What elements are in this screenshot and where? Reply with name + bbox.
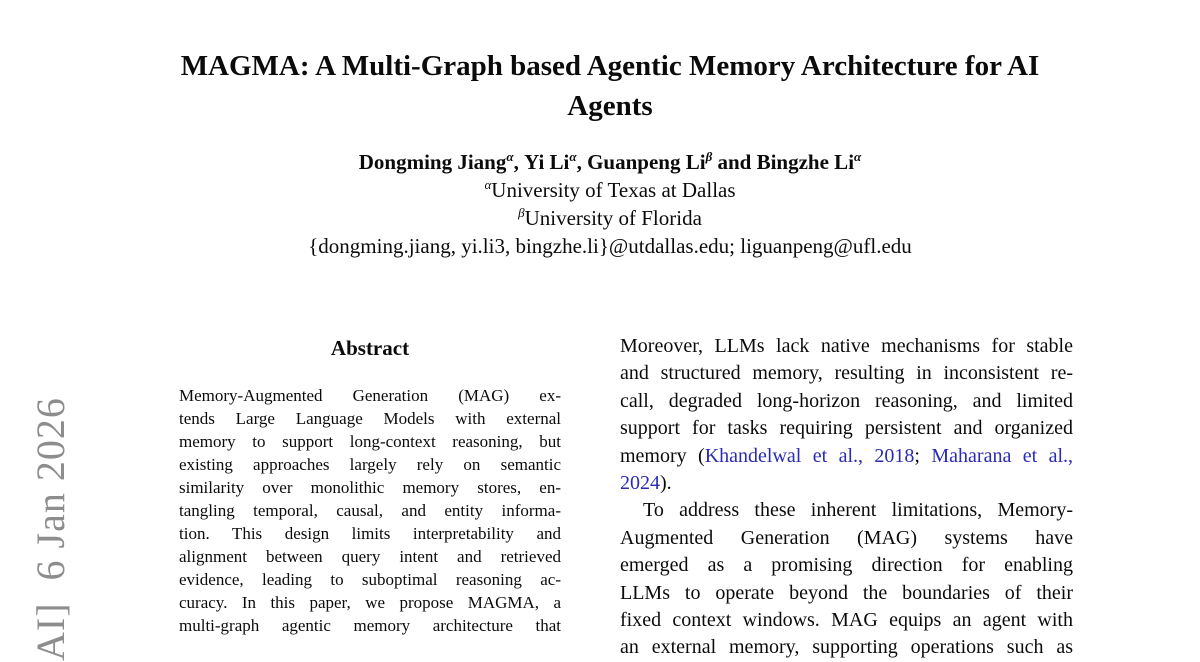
text-segment: Moreover, LLMs lack native mechanisms for stable — [620, 335, 1073, 357]
body-line — [620, 443, 1073, 470]
text-segment: ). — [660, 472, 672, 495]
paper-title-line-2: Agents — [567, 90, 653, 122]
abstract-body — [179, 384, 561, 637]
author-affiliation-mark: β — [705, 149, 713, 164]
text-segment: an external memory, supporting operations such as — [620, 636, 1073, 659]
text-segment: call, degraded long-horizon reasoning, and limited — [620, 389, 1073, 412]
abstract-line: alignment between query intent and retrieved — [179, 547, 561, 566]
body-line — [620, 580, 1073, 607]
body-line — [620, 360, 1073, 387]
citation-link[interactable]: Khandelwal et al., 2018 — [704, 444, 915, 467]
body-line — [620, 552, 1073, 579]
affiliation-mark: β — [518, 205, 525, 220]
author-block — [110, 148, 1110, 260]
affiliation-line-2: $^\beta$University of Florida — [518, 205, 702, 230]
body-line — [620, 497, 1073, 524]
body-line — [620, 388, 1073, 415]
body-line — [620, 525, 1073, 552]
body-line — [620, 333, 1073, 360]
text-segment: ; — [914, 444, 932, 467]
abstract-line: curacy. In this paper, we propose MAGMA, a — [179, 593, 561, 612]
text-segment: and structured memory, resulting in inconsistent re- — [620, 362, 1073, 385]
abstract-line: similarity over monolithic memory stores, en- — [179, 478, 561, 497]
author-affiliation-mark: α — [506, 149, 514, 164]
abstract-line: evidence, leading to suboptimal reasoning ac- — [179, 570, 561, 589]
text-segment: emerged as a promising direction for enabling — [620, 554, 1073, 577]
text-segment: LLMs to operate beyond the boundaries of their — [620, 581, 1073, 604]
text-segment: Augmented Generation (MAG) systems have — [620, 526, 1073, 549]
author-name: Dongming Jiang — [358, 150, 507, 174]
body-line — [620, 415, 1073, 442]
citation-link[interactable]: Maharana et al., — [931, 444, 1074, 467]
citation-link[interactable]: 2024 — [620, 472, 660, 495]
author-affiliation-mark: α — [854, 149, 862, 164]
abstract-line: tion. This design limits interpretability and — [179, 524, 561, 543]
author-affiliation-mark: α — [569, 149, 577, 164]
author-name: Bingzhe Li — [756, 150, 855, 174]
body-line — [620, 607, 1073, 634]
abstract-line: multi-graph agentic memory architecture that — [179, 616, 561, 635]
affiliation-mark: α — [484, 177, 492, 192]
affiliation-line-1: $^\alpha$University of Texas at Dallas — [484, 177, 736, 202]
contact-line: {dongming.jiang, yi.li3, bingzhe.li}@utdallas.edu; liguanpeng@ufl.edu — [308, 234, 912, 258]
authors-line: Dongming Jiang$^\alpha$, Yi $Li^\alpha$, Guanpeng $Li^\beta$ and Bingzhe $Li^\alpha$ — [358, 149, 862, 174]
paper-title-line-1: MAGMA: A Multi-Graph based Agentic Memory Architecture for AI — [180, 50, 1040, 82]
right-column — [620, 333, 1074, 659]
text-segment: To address these inherent limitations, Memory- — [643, 499, 1073, 522]
abstract-line: tangling temporal, causal, and entity informa- — [179, 501, 561, 520]
left-column — [160, 336, 580, 637]
paper-title — [150, 46, 1070, 126]
abstract-line: Memory-Augmented Generation (MAG) ex- — [179, 386, 561, 405]
author-name: Guanpeng Li — [587, 150, 706, 174]
arxiv-stamp: AI] 6 Jan 2026 — [28, 397, 73, 661]
text-segment: support for tasks requiring persistent and organized — [620, 417, 1073, 440]
abstract-heading: Abstract — [330, 336, 410, 360]
text-segment: memory ( — [620, 444, 705, 467]
body-line — [620, 634, 1073, 659]
abstract-line: memory to support long-context reasoning, but — [179, 432, 561, 451]
abstract-line: existing approaches largely rely on semantic — [179, 455, 561, 474]
abstract-line: tends Large Language Models with external — [179, 409, 561, 428]
text-segment: fixed context windows. MAG equips an agent with — [620, 609, 1073, 632]
author-name: Yi Li — [524, 150, 570, 174]
body-line — [620, 470, 1073, 497]
